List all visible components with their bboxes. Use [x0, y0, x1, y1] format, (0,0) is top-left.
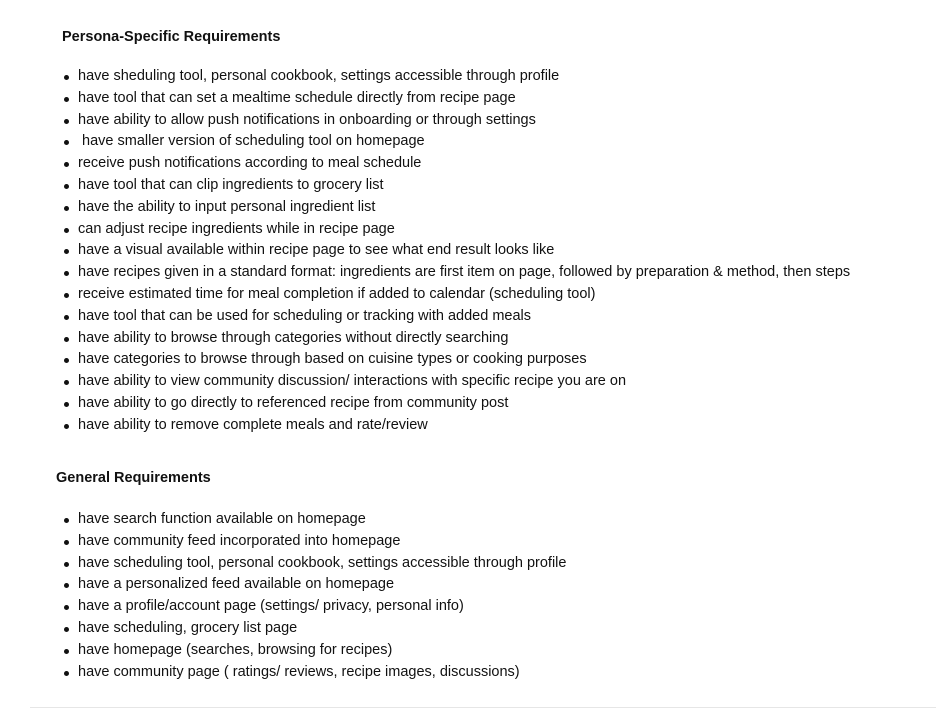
persona-requirements-heading: Persona-Specific Requirements [62, 29, 281, 45]
list-item: have categories to browse through based on cuisine types or cooking purposes [62, 349, 850, 371]
list-item: have a profile/account page (settings/ privacy, personal info) [62, 596, 566, 618]
list-item: have ability to remove complete meals and rate/review [62, 415, 850, 437]
list-item: have tool that can clip ingredients to grocery list [62, 175, 850, 197]
list-item: have ability to go directly to referenced recipe from community post [62, 393, 850, 415]
list-item: can adjust recipe ingredients while in recipe page [62, 219, 850, 241]
list-item: have recipes given in a standard format: ingredients are first item on page, followed by preparation & method, then steps [62, 262, 850, 284]
list-item: have scheduling, grocery list page [62, 618, 566, 640]
list-item: have ability to allow push notifications in onboarding or through settings [62, 110, 850, 132]
list-item: receive push notifications according to meal schedule [62, 153, 850, 175]
list-item: receive estimated time for meal completion if added to calendar (scheduling tool) [62, 284, 850, 306]
list-item: have smaller version of scheduling tool on homepage [62, 131, 850, 153]
list-item: have ability to browse through categories without directly searching [62, 328, 850, 350]
list-item: have a personalized feed available on homepage [62, 574, 566, 596]
bottom-divider [30, 707, 936, 708]
list-item: have sheduling tool, personal cookbook, settings accessible through profile [62, 66, 850, 88]
general-requirements-list [62, 509, 566, 683]
list-item: have community page ( ratings/ reviews, recipe images, discussions) [62, 662, 566, 684]
list-item: have community feed incorporated into homepage [62, 531, 566, 553]
general-requirements-heading: General Requirements [56, 470, 211, 486]
list-item: have tool that can set a mealtime schedule directly from recipe page [62, 88, 850, 110]
list-item: have a visual available within recipe page to see what end result looks like [62, 240, 850, 262]
list-item: have ability to view community discussion/ interactions with specific recipe you are on [62, 371, 850, 393]
list-item: have scheduling tool, personal cookbook, settings accessible through profile [62, 553, 566, 575]
list-item: have homepage (searches, browsing for recipes) [62, 640, 566, 662]
persona-requirements-list [62, 66, 850, 437]
list-item: have tool that can be used for scheduling or tracking with added meals [62, 306, 850, 328]
list-item: have the ability to input personal ingredient list [62, 197, 850, 219]
list-item: have search function available on homepage [62, 509, 566, 531]
